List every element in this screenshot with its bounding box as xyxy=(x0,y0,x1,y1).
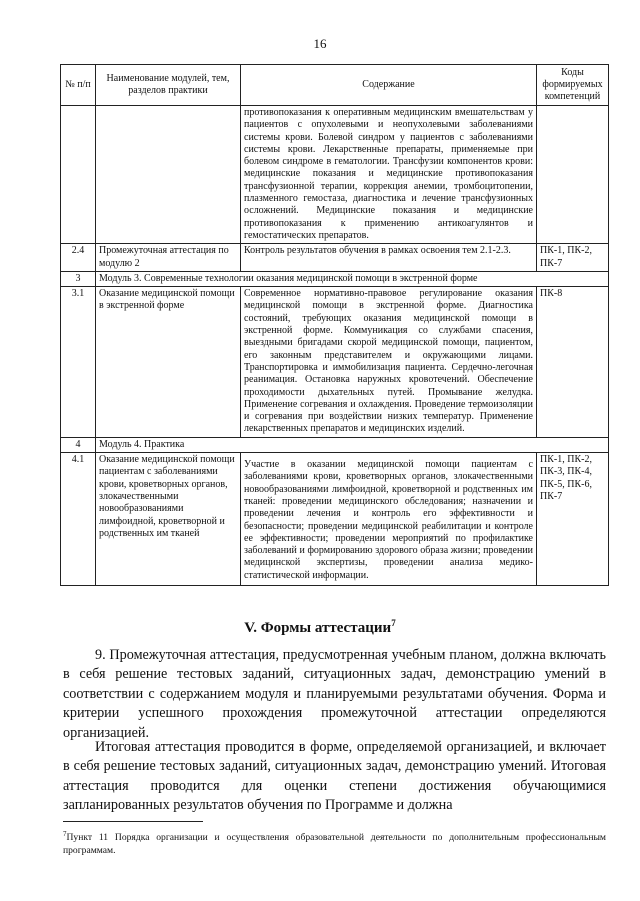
header-codes: Коды формируемых компетенций xyxy=(537,65,609,106)
table-row xyxy=(61,106,609,244)
program-table xyxy=(60,64,609,586)
cell-codes: ПК-8 xyxy=(537,287,609,438)
module-title: Модуль 3. Современные технологии оказания медицинской помощи в экстренной форме xyxy=(96,271,609,286)
module-title: Модуль 4. Практика xyxy=(96,437,609,452)
table-row xyxy=(61,244,609,272)
cell-num: 3.1 xyxy=(61,287,96,438)
paragraph-intermediate-attestation: 9. Промежуточная аттестация, предусмотренная учебным планом, должна включать в себя решение тестовых заданий, ситуационных задач, демонстрацию умений в соответствии с содержанием модуля и планируемыми результатами обучения. Форма и критерии успешного прохождения промежуточной аттестации определяются организацией. xyxy=(63,647,606,741)
page-number: 16 xyxy=(313,36,327,51)
cell-content: Контроль результатов обучения в рамках освоения тем 2.1-2.3. xyxy=(241,244,537,272)
cell-name: Оказание медицинской помощи в экстренной форме xyxy=(96,287,241,438)
cell-num xyxy=(61,106,96,244)
cell-content: Современное нормативно-правовое регулирование оказания медицинской помощи в экстренной форме. Диагностика состояний, требующих оказания медицинской помощи в экстренной форме. Коммуникация со службами спасения, выездными бригадами скорой медицинской помощи, пациентом, его законным представителем и окружающими лицами. Транспортировка и иммобилизация пациента. Сердечно-легочная реанимация. Остановка наружных кровотечений. Обеспечение проходимости дыхательных путей. Промывание желудка. Применение согревания и охлаждения. Проведение термоизоляции и согревания при воздействии низких температур. Применение лекарственных препаратов и медицинских изделий. xyxy=(241,287,537,438)
cell-codes: ПК-1, ПК-2, ПК-7 xyxy=(537,244,609,272)
cell-content: Участие в оказании медицинской помощи пациентам с заболеваниями крови, кроветворных органов, злокачественными новообразованиями лимфоидной, кроветворной и родственных им тканей: проведении медицинского обследования; назначении и проведении лечения и контроль его эффективности и безопасности; проведении медицинской реабилитации и контроле ее эффективности; проведении мероприятий по профилактике заболеваний и формированию здорового образа жизни; проведении медицинской экспертизы, проведении анализа медико-статистической информации. xyxy=(241,453,537,586)
module-num: 3 xyxy=(61,271,96,286)
section-footnote-mark: 7 xyxy=(391,618,396,628)
cell-num: 4.1 xyxy=(61,453,96,586)
cell-content: противопоказания к оперативным медицинским вмешательствам у пациентов с опухолевыми и неопухолевыми заболеваниями системы крови. Болевой синдром у пациентов с заболеваниями системы крови. Лекарственные препараты, применяемые при болевом синдроме в гематологии. Трансфузии компонентов крови: медицинские показания и медицинские противопоказания трансфузионной терапии, коррекция анемии, тромбоцитопении, плазменного гемостаза, диагностика и лечение трансфузионных осложнений. Медицинские показания и медицинские противопоказания к применению антикоагулянтов и гемостатических препаратов. xyxy=(241,106,537,244)
header-name: Наименование модулей, тем, разделов практики xyxy=(96,65,241,106)
cell-num: 2.4 xyxy=(61,244,96,272)
footnote-text: Пункт 11 Порядка организации и осуществления образовательной деятельности по дополнительным профессиональным программам. xyxy=(63,832,606,857)
footnote-mark: 7 xyxy=(63,830,67,838)
table-header-row xyxy=(61,65,609,106)
section-title-text: V. Формы аттестации xyxy=(244,620,392,636)
table-row xyxy=(61,287,609,438)
header-content: Содержание xyxy=(241,65,537,106)
cell-name: Оказание медицинской помощи пациентам с заболеваниями крови, кроветворных органов, злокачественными новообразованиями лимфоидной, кроветворной и родственных им тканей xyxy=(96,453,241,586)
header-num: № п/п xyxy=(61,65,96,106)
module-num: 4 xyxy=(61,437,96,452)
cell-codes: ПК-1, ПК-2, ПК-3, ПК-4, ПК-5, ПК-6, ПК-7 xyxy=(537,453,609,586)
table-row xyxy=(61,453,609,586)
section-title xyxy=(0,618,640,637)
cell-name: Промежуточная аттестация по модулю 2 xyxy=(96,244,241,272)
cell-name xyxy=(96,106,241,244)
module-row xyxy=(61,437,609,452)
module-row xyxy=(61,271,609,286)
footnote xyxy=(63,828,606,857)
cell-codes xyxy=(537,106,609,244)
paragraph-final-attestation: Итоговая аттестация проводится в форме, определяемой организацией, и включает в себя решение тестовых заданий, ситуационных задач, демонстрацию умений. Итоговая аттестация проводится для оценки степени достижения обучающимися запланированных результатов обучения по Программе и должна xyxy=(63,739,606,814)
footnote-divider xyxy=(63,821,203,822)
